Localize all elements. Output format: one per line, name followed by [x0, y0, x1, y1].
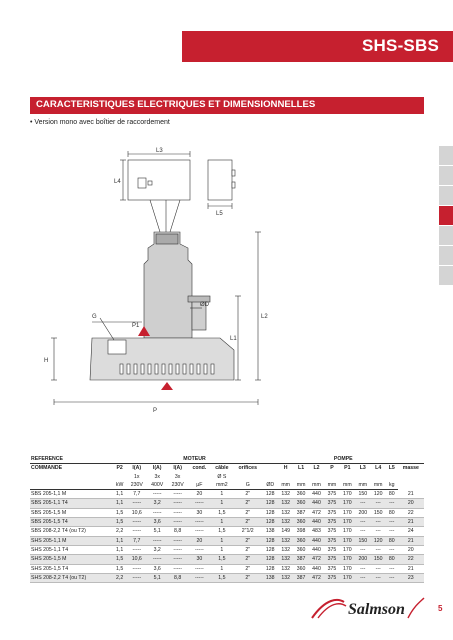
subheader-cell	[263, 473, 278, 481]
table-cell: 1,5	[113, 508, 127, 517]
table-cell: 132	[278, 555, 293, 564]
subheader-cell	[30, 473, 113, 481]
table-cell: 20	[188, 490, 211, 499]
column-header-cell	[263, 464, 278, 473]
table-cell: 21	[398, 490, 424, 499]
table-cell: 80	[386, 555, 398, 564]
table-cell: -----	[127, 527, 147, 536]
column-header-cell: L2	[313, 465, 320, 472]
table-cell: 120	[370, 490, 385, 499]
subheader-cell	[233, 473, 263, 481]
table-cell: 170	[340, 536, 355, 545]
table-cell: 128	[263, 555, 278, 564]
subheader-cell	[398, 473, 424, 481]
row-reference: SHS 205-1,5 M	[30, 555, 113, 564]
pump-dimension-drawing	[30, 140, 390, 420]
units-cell: ØD	[263, 481, 278, 490]
column-header-cell: orifices	[238, 465, 257, 472]
column-header-cell: COMMANDE	[31, 465, 63, 472]
units-cell: mm	[278, 481, 293, 490]
subheader-cell	[355, 473, 370, 481]
table-cell: -----	[167, 536, 187, 545]
table-cell: 7,7	[127, 490, 147, 499]
subheader-cell	[278, 473, 293, 481]
units-cell: mm	[293, 481, 308, 490]
table-cell: 132	[278, 564, 293, 573]
table-cell: 120	[370, 536, 385, 545]
table-cell: -----	[127, 518, 147, 527]
subheader-cell	[188, 473, 211, 481]
table-cell: 170	[340, 499, 355, 508]
table-cell: 5,1	[147, 573, 167, 582]
table-cell: 387	[293, 508, 308, 517]
units-cell: 230V	[127, 481, 147, 490]
table-cell: ---	[355, 499, 370, 508]
table-cell: 440	[309, 545, 324, 554]
units-cell: mm	[340, 481, 355, 490]
table-cell: -----	[167, 490, 187, 499]
table-row	[30, 508, 424, 517]
table-cell: ---	[355, 545, 370, 554]
spec-table-body	[30, 455, 424, 583]
subheader-cell: 1x	[134, 473, 140, 480]
subheader-cell	[324, 473, 339, 481]
spec-table	[30, 455, 424, 583]
group-header-cell	[113, 455, 127, 464]
table-cell: 2"	[233, 555, 263, 564]
table-cell: -----	[147, 536, 167, 545]
table-row	[30, 518, 424, 527]
dim-label-l1: L1	[230, 336, 237, 342]
row-reference: SHS 205-1,5 T4	[30, 564, 113, 573]
side-tab[interactable]	[439, 186, 453, 205]
table-cell: -----	[167, 545, 187, 554]
units-cell: 230V	[167, 481, 187, 490]
table-cell: 472	[309, 555, 324, 564]
table-cell: 170	[340, 490, 355, 499]
table-cell: 1	[211, 536, 233, 545]
row-reference: SBS 205-1,5 M	[30, 508, 113, 517]
page-title: SHS-SBS	[362, 36, 439, 55]
table-cell: 128	[263, 545, 278, 554]
section-subtitle: • Version mono avec boîtier de raccordement	[30, 119, 170, 126]
table-cell: 440	[309, 518, 324, 527]
table-row	[30, 536, 424, 545]
table-cell: ---	[355, 527, 370, 536]
table-cell: 375	[324, 564, 339, 573]
table-cell: 21	[398, 536, 424, 545]
table-cell: 440	[309, 499, 324, 508]
table-cell: 1,1	[113, 536, 127, 545]
table-cell: 1,5	[211, 573, 233, 582]
units-cell: µF	[188, 481, 211, 490]
table-cell: 360	[293, 518, 308, 527]
table-cell: 375	[324, 527, 339, 536]
table-cell: 2"	[233, 490, 263, 499]
table-cell: 23	[398, 573, 424, 582]
table-row	[30, 490, 424, 499]
column-header-cell: P2	[116, 465, 123, 472]
table-cell: 2"	[233, 499, 263, 508]
table-cell: 150	[355, 490, 370, 499]
units-cell: kW	[113, 481, 127, 490]
table-cell: 1,5	[211, 508, 233, 517]
table-cell: 150	[355, 536, 370, 545]
column-header-cell: I(A)	[132, 465, 142, 472]
table-cell: 375	[324, 508, 339, 517]
row-reference: SHS 208-2,2 T4 (ou T2)	[30, 573, 113, 582]
table-cell: -----	[188, 564, 211, 573]
table-cell: 1	[211, 545, 233, 554]
subheader-cell: 3x	[174, 473, 181, 480]
subheader-cell: 3x	[154, 473, 160, 480]
table-cell: 30	[188, 555, 211, 564]
column-header-cell: P	[330, 465, 334, 472]
side-tab[interactable]	[439, 146, 453, 165]
table-cell: -----	[167, 508, 187, 517]
table-cell: 1	[211, 564, 233, 573]
table-row	[30, 499, 424, 508]
table-cell: 80	[386, 536, 398, 545]
column-header-cell: câble	[215, 465, 229, 472]
table-cell: 1,1	[113, 490, 127, 499]
table-cell: 440	[309, 490, 324, 499]
table-cell: 1,5	[211, 527, 233, 536]
table-cell: 150	[370, 508, 385, 517]
table-cell: 170	[340, 518, 355, 527]
table-cell: 20	[398, 499, 424, 508]
table-cell: 7,7	[127, 536, 147, 545]
table-cell: -----	[167, 564, 187, 573]
table-cell: 20	[398, 545, 424, 554]
table-cell: -----	[127, 573, 147, 582]
table-cell: 8,8	[167, 573, 187, 582]
table-group-header-row	[30, 455, 424, 464]
table-cell: 200	[355, 555, 370, 564]
row-reference: SHS 205-1,1 M	[30, 536, 113, 545]
subheader-cell	[386, 473, 398, 481]
table-cell: 375	[324, 499, 339, 508]
table-cell: 375	[324, 555, 339, 564]
table-cell: 200	[355, 508, 370, 517]
dim-label-l2: L2	[261, 314, 268, 320]
table-cell: -----	[188, 573, 211, 582]
side-tab[interactable]	[439, 246, 453, 265]
table-cell: 360	[293, 499, 308, 508]
table-cell: 1,5	[211, 555, 233, 564]
table-cell: 128	[263, 564, 278, 573]
dim-label-g: G	[92, 314, 97, 320]
table-cell: 1,1	[113, 545, 127, 554]
table-cell: 128	[263, 518, 278, 527]
table-row	[30, 527, 424, 536]
table-cell: 132	[278, 518, 293, 527]
table-cell: 375	[324, 518, 339, 527]
table-cell: 170	[340, 545, 355, 554]
table-cell: 128	[263, 536, 278, 545]
table-cell: ---	[370, 545, 385, 554]
table-cell: -----	[147, 555, 167, 564]
table-cell: 128	[263, 490, 278, 499]
table-cell: ---	[370, 573, 385, 582]
table-cell: ---	[386, 518, 398, 527]
table-cell: 2"	[233, 564, 263, 573]
table-cell: 2"	[233, 508, 263, 517]
row-reference: SBS 208-2,2 T4 (ou T2)	[30, 527, 113, 536]
table-cell: 128	[263, 508, 278, 517]
table-cell: 22	[398, 555, 424, 564]
table-cell: -----	[127, 564, 147, 573]
column-header-cell: L4	[375, 465, 382, 472]
table-cell: -----	[188, 545, 211, 554]
units-cell: mm	[355, 481, 370, 490]
table-cell: 375	[324, 573, 339, 582]
dim-label-od: ØD	[200, 302, 209, 308]
table-cell: 472	[309, 508, 324, 517]
row-reference: SBS 205-1,5 T4	[30, 518, 113, 527]
table-cell: 2"	[233, 573, 263, 582]
table-cell: 22	[398, 508, 424, 517]
subheader-cell	[293, 473, 308, 481]
table-cell: -----	[147, 490, 167, 499]
dim-label-l3: L3	[156, 148, 163, 154]
table-cell: 170	[340, 508, 355, 517]
table-cell: -----	[127, 545, 147, 554]
section-header	[30, 97, 424, 114]
column-header-cell: masse	[402, 465, 419, 472]
table-cell: -----	[147, 508, 167, 517]
table-cell: ---	[386, 564, 398, 573]
dim-label-l4: L4	[114, 179, 121, 185]
table-cell: 1,5	[113, 518, 127, 527]
dim-label-h: H	[44, 358, 49, 364]
units-cell: mm	[309, 481, 324, 490]
table-subheader-row	[30, 473, 424, 481]
table-cell: 483	[309, 527, 324, 536]
table-cell: 30	[188, 508, 211, 517]
dim-label-p: P	[153, 408, 158, 414]
table-cell: ---	[355, 573, 370, 582]
table-cell: ---	[355, 564, 370, 573]
table-row	[30, 555, 424, 564]
table-cell: 80	[386, 508, 398, 517]
units-cell: kg	[386, 481, 398, 490]
table-column-header-row	[30, 464, 424, 473]
table-cell: 150	[370, 555, 385, 564]
table-cell: 375	[324, 536, 339, 545]
table-cell: 20	[188, 536, 211, 545]
table-cell: 170	[340, 527, 355, 536]
row-reference: SBS 205-1,1 M	[30, 490, 113, 499]
table-cell: ---	[386, 545, 398, 554]
table-cell: -----	[188, 499, 211, 508]
side-tab-active[interactable]	[439, 206, 453, 225]
table-cell: ---	[355, 518, 370, 527]
subheader-cell	[370, 473, 385, 481]
units-cell	[30, 481, 113, 490]
table-row	[30, 564, 424, 573]
column-header-cell: L1	[298, 465, 305, 472]
table-cell: 132	[278, 508, 293, 517]
column-header-cell: L5	[388, 465, 395, 472]
logo-text: Salmson	[348, 601, 405, 618]
page-number: 5	[438, 604, 443, 613]
header-bar	[182, 31, 453, 62]
table-cell: 387	[293, 555, 308, 564]
table-cell: ---	[370, 518, 385, 527]
units-cell: mm	[324, 481, 339, 490]
table-cell: 10,6	[127, 508, 147, 517]
table-cell: 1	[211, 518, 233, 527]
subheader-cell	[113, 473, 127, 481]
table-cell: 5,1	[147, 527, 167, 536]
table-cell: 149	[278, 527, 293, 536]
table-cell: 132	[278, 545, 293, 554]
row-reference: SBS 205-1,1 T4	[30, 499, 113, 508]
table-cell: 2"1/2	[233, 527, 263, 536]
table-cell: 472	[309, 573, 324, 582]
table-cell: 24	[398, 527, 424, 536]
table-cell: 128	[263, 499, 278, 508]
column-header-cell: H	[283, 465, 288, 472]
table-cell: 8,8	[167, 527, 187, 536]
table-cell: 2"	[233, 518, 263, 527]
table-cell: 375	[324, 545, 339, 554]
units-cell: mm	[370, 481, 385, 490]
row-reference: SHS 205-1,1 T4	[30, 545, 113, 554]
units-cell: mm2	[211, 481, 233, 490]
table-cell: 3,2	[147, 545, 167, 554]
table-cell: 3,6	[147, 564, 167, 573]
side-tab[interactable]	[439, 266, 453, 285]
table-cell: 3,2	[147, 499, 167, 508]
table-cell: 170	[340, 564, 355, 573]
table-cell: 10,6	[127, 555, 147, 564]
table-cell: 2"	[233, 545, 263, 554]
table-cell: ---	[370, 527, 385, 536]
table-cell: ---	[386, 573, 398, 582]
group-header-cell: REFERENCE	[30, 455, 113, 464]
table-cell: ---	[386, 527, 398, 536]
table-cell: -----	[167, 518, 187, 527]
table-cell: ---	[386, 499, 398, 508]
side-tab[interactable]	[439, 226, 453, 245]
table-cell: 360	[293, 545, 308, 554]
table-cell: 398	[293, 527, 308, 536]
table-cell: 170	[340, 573, 355, 582]
table-cell: -----	[167, 555, 187, 564]
table-cell: 360	[293, 536, 308, 545]
table-row	[30, 545, 424, 554]
units-cell: G	[233, 481, 263, 490]
side-tabs	[439, 146, 453, 286]
table-cell: 440	[309, 536, 324, 545]
column-header-cell: I(A)	[152, 465, 162, 472]
subheader-cell	[309, 473, 324, 481]
table-cell: 1,1	[113, 499, 127, 508]
table-cell: 80	[386, 490, 398, 499]
table-cell: -----	[188, 518, 211, 527]
table-cell: 170	[340, 555, 355, 564]
table-cell: 1,5	[113, 564, 127, 573]
table-cell: 387	[293, 573, 308, 582]
units-cell: 400V	[147, 481, 167, 490]
column-header-cell: P1	[344, 465, 351, 472]
section-title: CARACTERISTIQUES ELECTRIQUES ET DIMENSIONNELLES	[36, 99, 316, 110]
table-cell: 360	[293, 564, 308, 573]
group-header-cell: POMPE	[263, 455, 424, 464]
dim-label-p1: P1	[132, 323, 140, 329]
salmson-logo	[308, 594, 426, 622]
column-header-cell: I(A)	[173, 465, 182, 472]
table-cell: 132	[278, 490, 293, 499]
table-cell: 132	[278, 536, 293, 545]
dim-label-l5: L5	[216, 211, 223, 217]
table-cell: 21	[398, 564, 424, 573]
table-cell: 360	[293, 490, 308, 499]
table-cell: 138	[263, 527, 278, 536]
table-cell: 2,2	[113, 573, 127, 582]
table-cell: ---	[370, 499, 385, 508]
table-cell: 1,5	[113, 555, 127, 564]
column-header-cell: cond.	[192, 465, 207, 472]
table-cell: -----	[167, 499, 187, 508]
table-cell: ---	[370, 564, 385, 573]
table-cell: 2,2	[113, 527, 127, 536]
table-cell: 375	[324, 490, 339, 499]
table-cell: 21	[398, 518, 424, 527]
table-cell: 2"	[233, 536, 263, 545]
table-cell: 1	[211, 490, 233, 499]
table-cell: 1	[211, 499, 233, 508]
table-cell: -----	[188, 527, 211, 536]
table-cell: 3,6	[147, 518, 167, 527]
table-units-row	[30, 481, 424, 490]
subheader-cell	[340, 473, 355, 481]
table-cell: 440	[309, 564, 324, 573]
subheader-cell: Ø S	[217, 473, 227, 480]
group-header-cell: MOTEUR	[127, 455, 263, 464]
column-header-cell: L3	[359, 465, 366, 472]
table-cell: 132	[278, 573, 293, 582]
table-cell: 138	[263, 573, 278, 582]
side-tab[interactable]	[439, 166, 453, 185]
table-cell: 132	[278, 499, 293, 508]
table-row	[30, 573, 424, 582]
table-cell: -----	[127, 499, 147, 508]
